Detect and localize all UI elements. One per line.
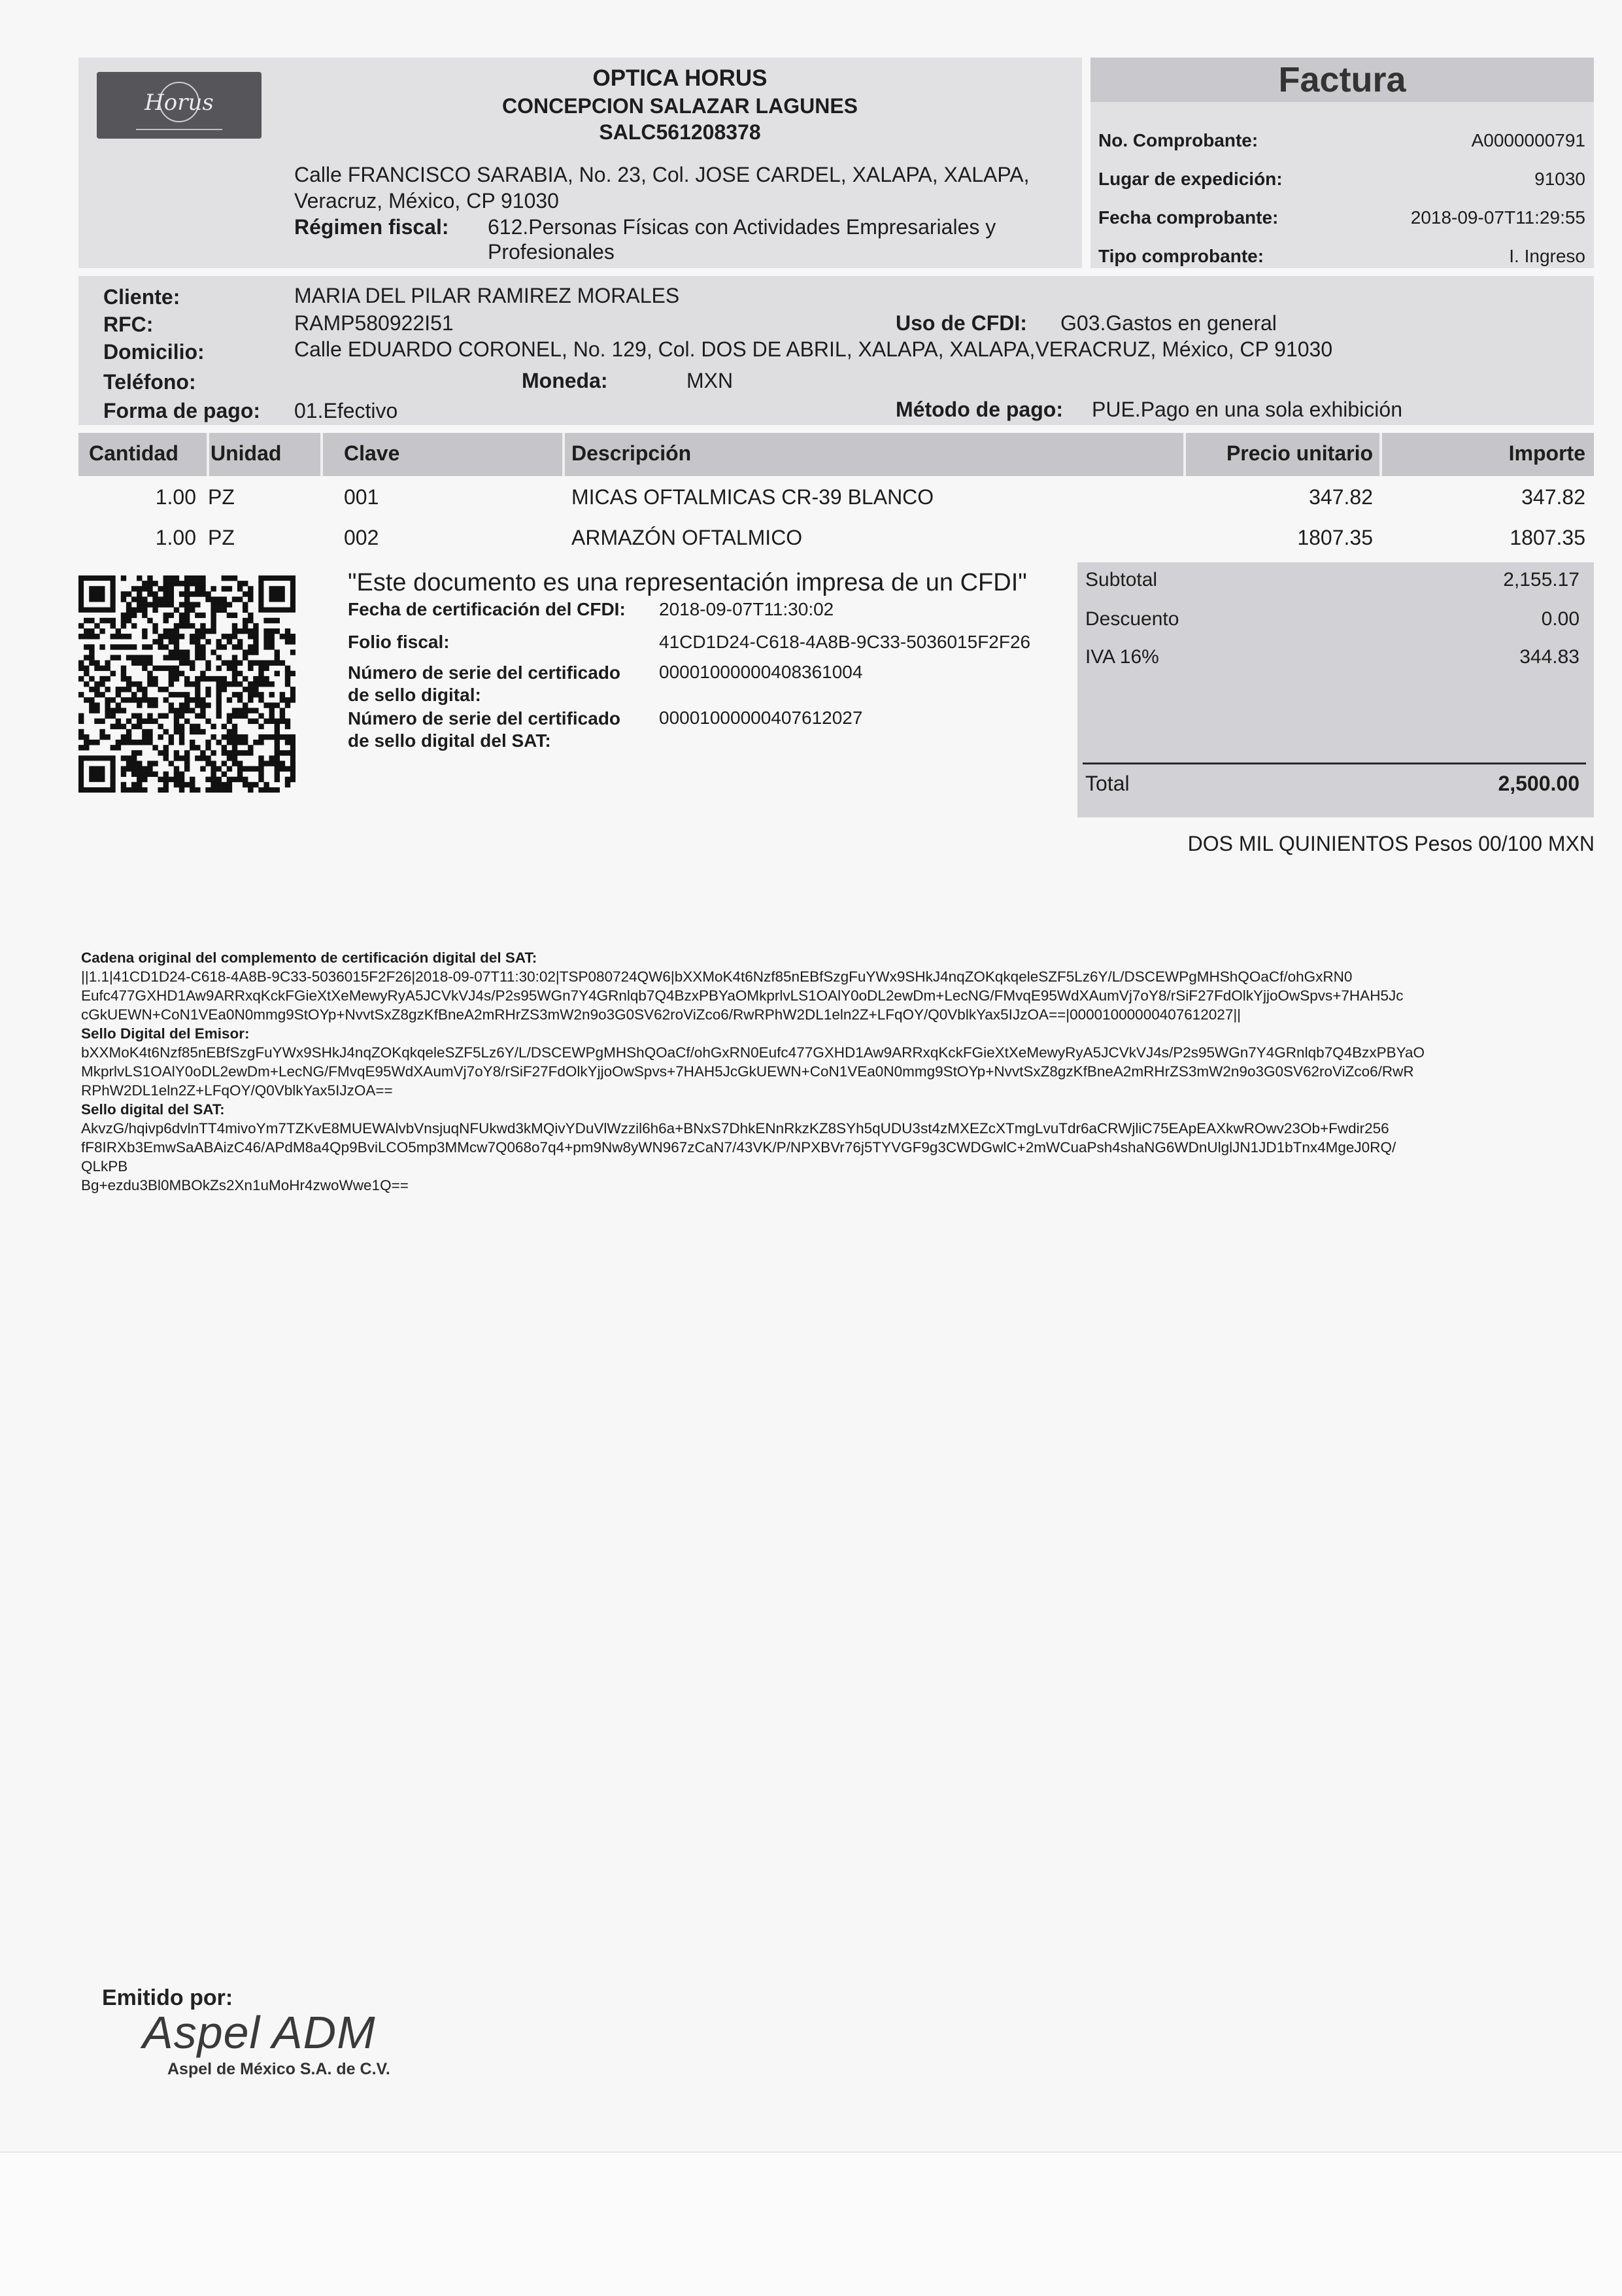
cell-unidad: PZ bbox=[208, 526, 235, 549]
serie-emisor-label: Número de serie del certificado de sello digital: bbox=[348, 662, 621, 705]
cell-importe: 1807.35 bbox=[1510, 526, 1585, 549]
cfdi-use: G03.Gastos en general bbox=[1060, 311, 1277, 335]
totals-panel bbox=[1077, 562, 1594, 817]
col-header-cantidad: Cantidad bbox=[89, 441, 178, 465]
serie-sat: 00001000000407612027 bbox=[659, 708, 863, 728]
aspel-brand: Aspel ADM bbox=[143, 2007, 376, 2058]
cell-precio: 347.82 bbox=[1309, 485, 1373, 509]
client-name-label: Cliente: bbox=[103, 285, 180, 309]
cell-precio: 1807.35 bbox=[1297, 526, 1373, 549]
total-label: Total bbox=[1085, 772, 1130, 795]
cfdi-use-label: Uso de CFDI: bbox=[896, 311, 1027, 335]
client-address-label: Domicilio: bbox=[103, 340, 205, 364]
invoice-field-place bbox=[1098, 160, 1585, 198]
cell-importe: 347.82 bbox=[1521, 485, 1585, 509]
issuer-address-line2: Veracruz, México, CP 91030 bbox=[294, 189, 559, 213]
issuer-address-line1: Calle FRANCISCO SARABIA, No. 23, Col. JOSE CARDEL, XALAPA, XALAPA, bbox=[294, 163, 1030, 186]
cadena-line: cGkUEWN+CoN1VEa0N0mmg9StOYp+NvvtSxZ8gzKfBneA2mRHrZS3mW2n9o3G0SV62roViZco6/RwRPhW2DL1eln2Z+LFqOY/Q0VblkYax5IJzOA==|00001000000407612027|| bbox=[81, 1006, 1242, 1023]
subtotal: 2,155.17 bbox=[1503, 569, 1580, 591]
field-value: I. Ingreso bbox=[1509, 245, 1585, 266]
invoice-fields bbox=[1098, 121, 1585, 275]
cert-date: 2018-09-07T11:30:02 bbox=[659, 599, 834, 619]
cadena-line: Eufc477GXHD1Aw9ARRxqKckFGieXtXeMewyRyA5JCVkVJ4s/P2s95WGn7Y4GRnlqb7Q4BzxPBYaOMkprlvLS1OAlY0oDL2ewDm+LecNG/FMvqE95WdXAumVj7oY8/rSiF27FdOlkYjjoOwSpvs+7HAH5Jc bbox=[81, 987, 1404, 1004]
cell-unidad: PZ bbox=[208, 485, 235, 509]
client-name: MARIA DEL PILAR RAMIREZ MORALES bbox=[294, 284, 680, 307]
cert-date-label: Fecha de certificación del CFDI: bbox=[348, 599, 626, 619]
aspel-company: Aspel de México S.A. de C.V. bbox=[167, 2060, 390, 2078]
qr-code bbox=[78, 575, 296, 793]
emisor-seal-line: RPhW2DL1eln2Z+LFqOY/Q0VblkYax5IJzOA== bbox=[81, 1082, 393, 1099]
payment-form-label: Forma de pago: bbox=[103, 399, 261, 422]
payment-method: PUE.Pago en una sola exhibición bbox=[1092, 398, 1402, 421]
col-header-clave: Clave bbox=[344, 441, 400, 465]
iva: 344.83 bbox=[1519, 646, 1580, 668]
folio-label: Folio fiscal: bbox=[348, 632, 450, 652]
folio: 41CD1D24-C618-4A8B-9C33-5036015F2F26 bbox=[659, 632, 1031, 652]
col-header-importe: Importe bbox=[1508, 441, 1585, 465]
serie-sat-label: Número de serie del certificado de sello digital del SAT: bbox=[348, 708, 621, 751]
client-phone-label: Teléfono: bbox=[103, 370, 196, 394]
iva-label: IVA 16% bbox=[1085, 646, 1159, 668]
emitted-by-label: Emitido por: bbox=[102, 1985, 233, 2010]
cell-descripcion: MICAS OFTALMICAS CR-39 BLANCO bbox=[571, 485, 934, 509]
invoice-field-type bbox=[1098, 237, 1585, 275]
issuer-rfc: SALC561208378 bbox=[599, 120, 761, 144]
col-header-descripcion: Descripción bbox=[571, 441, 692, 465]
invoice-title-bar bbox=[1090, 58, 1594, 102]
company-logo bbox=[97, 72, 262, 139]
cell-clave: 001 bbox=[344, 485, 379, 509]
page-bottom-edge bbox=[0, 2151, 1622, 2296]
amount-in-words: DOS MIL QUINIENTOS Pesos 00/100 MXN bbox=[1187, 832, 1595, 855]
sat-seal-line: fF8IRXb3EmwSaABAizC46/APdM8a4Qp9BviLCO5mp3MMcw7Q068o7q4+pm9Nw8yWN967zCaN7/43VK/P/NPXBVr76j5TYVGF9g3CWDGwlC+2mWCuaPsh4shaNG6WDnUlglJN1JD1bTnx4MgeJ0RQ/ bbox=[81, 1139, 1396, 1156]
field-label: No. Comprobante: bbox=[1098, 129, 1259, 150]
field-value: 2018-09-07T11:29:55 bbox=[1410, 207, 1585, 228]
invoice-field-date bbox=[1098, 198, 1585, 237]
emisor-seal-line: MkprlvLS1OAlY0oDL2ewDm+LecNG/FMvqE95WdXAumVj7oY8/rSiF27FdOlkYjjoOwSpvs+7HAH5JcGkUEWN+CoN1VEa0N0mmg9StOYp+NvvtSxZ8gzKfBneA2mRHrZS3mW2n9o3G0SV62roViZco6/RwR bbox=[81, 1063, 1414, 1080]
regime-line1: 612.Personas Físicas con Actividades Empresariales y bbox=[488, 215, 996, 239]
emisor-seal-line: bXXMoK4t6Nzf85nEBfSzgFuYWx9SHkJ4nqZOKqkqeleSZF5Lz6Y/L/DSCEWPgMHShQOaCf/ohGxRN0Eufc477GXHD1Aw9ARRxqKckFGieXtXeMewyRyA5JCVkVJ4s/P2s95WGn7Y4GRnlqb7Q4BzxPBYaO bbox=[81, 1044, 1425, 1061]
invoice-field-number bbox=[1098, 121, 1585, 160]
client-address: Calle EDUARDO CORONEL, No. 129, Col. DOS DE ABRIL, XALAPA, XALAPA,VERACRUZ, México, CP 91030 bbox=[294, 337, 1333, 361]
discount: 0.00 bbox=[1541, 608, 1580, 630]
col-header-precio: Precio unitario bbox=[1226, 441, 1373, 465]
sat-seal-line: QLkPB bbox=[81, 1158, 128, 1174]
cadena-label: Cadena original del complemento de certificación digital del SAT: bbox=[81, 950, 537, 966]
discount-label: Descuento bbox=[1085, 608, 1179, 630]
field-label: Lugar de expedición: bbox=[1098, 168, 1283, 189]
subtotal-label: Subtotal bbox=[1085, 569, 1158, 591]
currency-label: Moneda: bbox=[522, 369, 608, 392]
field-label: Fecha comprobante: bbox=[1098, 207, 1279, 228]
cell-clave: 002 bbox=[344, 526, 379, 549]
client-rfc: RAMP580922I51 bbox=[294, 311, 454, 335]
seals-section bbox=[81, 948, 1585, 1195]
payment-form: 01.Efectivo bbox=[294, 399, 398, 422]
business-name: OPTICA HORUS bbox=[592, 65, 768, 91]
total: 2,500.00 bbox=[1498, 772, 1580, 795]
sat-seal-label: Sello digital del SAT: bbox=[81, 1101, 225, 1118]
qr-code-icon bbox=[78, 575, 296, 793]
regime-label: Régimen fiscal: bbox=[294, 215, 449, 239]
field-value: 91030 bbox=[1534, 168, 1585, 189]
table-row bbox=[78, 481, 1594, 518]
regime-line2: Profesionales bbox=[488, 240, 615, 264]
cell-cantidad: 1.00 bbox=[155, 485, 196, 509]
totals-divider bbox=[1083, 762, 1586, 764]
logo-emblem-icon bbox=[97, 72, 262, 139]
cell-cantidad: 1.00 bbox=[155, 526, 196, 549]
payment-method-label: Método de pago: bbox=[896, 398, 1063, 421]
sat-seal-line: AkvzG/hqivp6dvlnTT4mivoYm7TZKvE8MUEWAlvbVnsjuqNFUkwd3kMQivYDuVlWzzil6h6a+BNxS7DhkENnRkzKZ8SYh5qUDU3st4zMXEZcXTmgLvuTdr6aCRWjliC75EApEAXkwROwv23Ob+Fwdir256 bbox=[81, 1120, 1389, 1137]
table-row bbox=[78, 522, 1594, 558]
invoice-title: Factura bbox=[1278, 60, 1406, 99]
cell-descripcion: ARMAZÓN OFTALMICO bbox=[571, 526, 803, 549]
serie-emisor: 00001000000408361004 bbox=[659, 662, 863, 682]
field-value: A0000000791 bbox=[1471, 129, 1585, 150]
sat-seal-line: Bg+ezdu3Bl0MBOkZs2Xn1uMoHr4zwoWwe1Q== bbox=[81, 1177, 409, 1193]
cadena-line: ||1.1|41CD1D24-C618-4A8B-9C33-5036015F2F26|2018-09-07T11:30:02|TSP080724QW6|bXXMoK4t6Nzf85nEBfSzgFuYWx9SHkJ4nqZOKqkqeleSZF5Lz6Y/L/DSCEWPgMHShQOaCf/ohGxRN0 bbox=[81, 968, 1353, 985]
cfdi-legend: "Este documento es una representación impresa de un CFDI" bbox=[348, 569, 1027, 596]
col-header-unidad: Unidad bbox=[211, 441, 282, 465]
client-rfc-label: RFC: bbox=[103, 313, 154, 336]
currency: MXN bbox=[686, 369, 734, 392]
owner-name: CONCEPCION SALAZAR LAGUNES bbox=[501, 94, 858, 118]
field-label: Tipo comprobante: bbox=[1098, 245, 1264, 266]
svg-text:Horus: Horus bbox=[144, 90, 214, 116]
emisor-seal-label: Sello Digital del Emisor: bbox=[81, 1025, 250, 1042]
